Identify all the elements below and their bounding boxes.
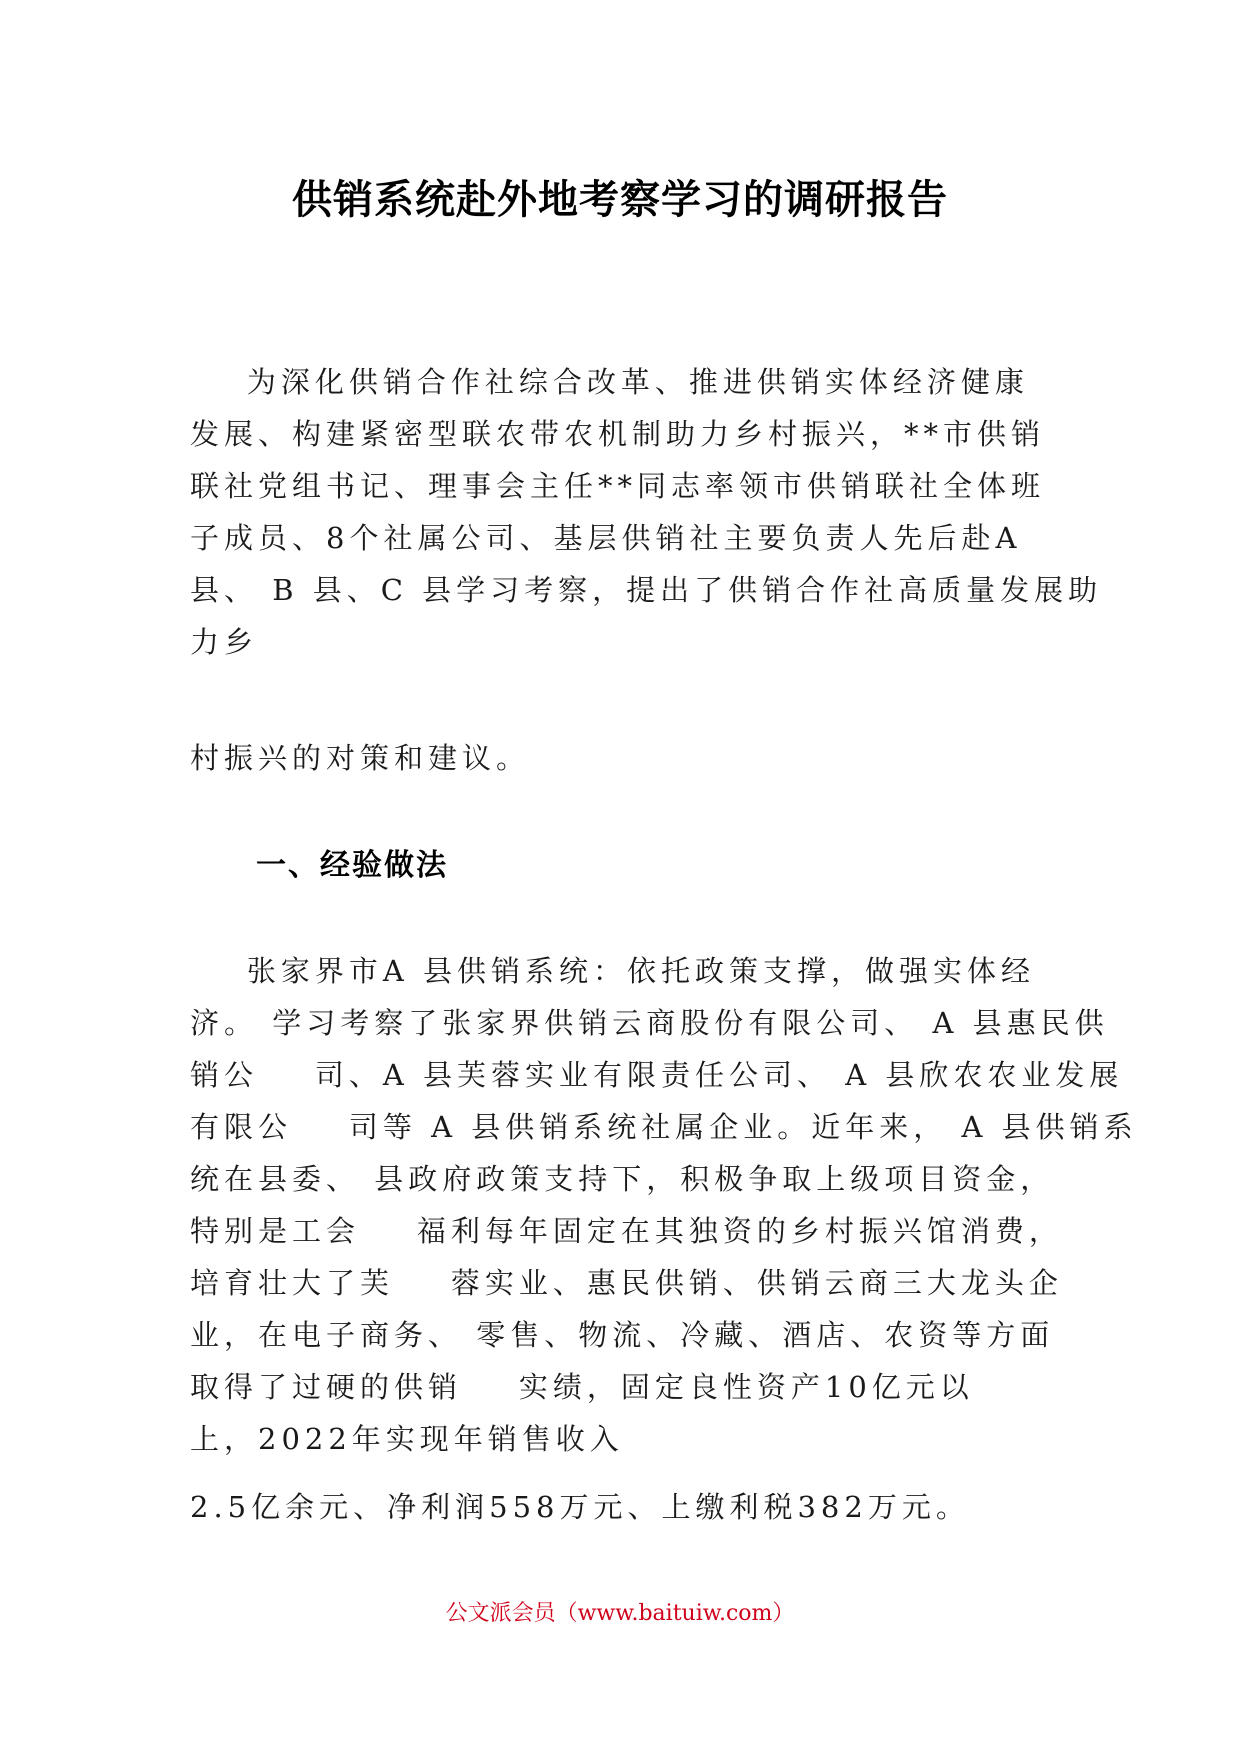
paragraph-line: 销公 司、A 县芙蓉实业有限责任公司、 A 县欣农农业发展: [190, 1058, 1124, 1092]
paragraph-line: 统在县委、 县政府政策支持下，积极争取上级项目资金，: [190, 1162, 1055, 1196]
footer-watermark-link[interactable]: 公文派会员（www.baituiw.com）: [445, 1601, 795, 1626]
paragraph-line: 村振兴的对策和建议。: [190, 741, 531, 775]
paragraph-line: 济。 学习考察了张家界供销云商股份有限公司、 A 县惠民供: [190, 1006, 1109, 1040]
paragraph-line: 为深化供销合作社综合改革、推进供销实体经济健康: [190, 365, 1029, 399]
paragraph-line: 有限公 司等 A 县供销系统社属企业。近年来， A 县供销系: [190, 1110, 1138, 1144]
paragraph-line: 特别是工会 福利每年固定在其独资的乡村振兴馆消费，: [190, 1214, 1063, 1248]
paragraph-line: 2.5亿余元、净利润558万元、上缴利税382万元。: [190, 1490, 970, 1524]
section1-paragraph-tail: [190, 1481, 1090, 1533]
paragraph-line: 培育壮大了芙 蓉实业、惠民供销、供销云商三大龙头企: [190, 1266, 1063, 1300]
paragraph-line: 张家界市A 县供销系统：依托政策支撑，做强实体经: [190, 954, 1036, 988]
section-heading: 一、经验做法: [256, 848, 448, 883]
paragraph-line: 发展、构建紧密型联农带农机制助力乡村振兴，**市供销: [190, 417, 1046, 451]
document-title: 供销系统赴外地考察学习的调研报告: [292, 177, 948, 223]
paragraph-line: 力乡: [190, 625, 259, 659]
paragraph-line: 取得了过硬的供销 实绩，固定良性资产10亿元以: [190, 1370, 974, 1404]
section1-paragraph: [190, 945, 1138, 1465]
paragraph-line: 上，2022年实现年销售收入: [190, 1422, 624, 1456]
paragraph-line: 子成员、8个社属公司、基层供销社主要负责人先后赴A: [190, 521, 1022, 555]
intro-paragraph-tail: [190, 732, 1090, 784]
paragraph-line: 县、 B 县、C 县学习考察，提出了供销合作社高质量发展助: [190, 573, 1103, 607]
paragraph-line: 业，在电子商务、 零售、物流、冷藏、酒店、农资等方面: [190, 1318, 1055, 1352]
paragraph-line: 联社党组书记、理事会主任**同志率领市供销联社全体班: [190, 469, 1046, 503]
intro-paragraph: [190, 356, 1103, 668]
